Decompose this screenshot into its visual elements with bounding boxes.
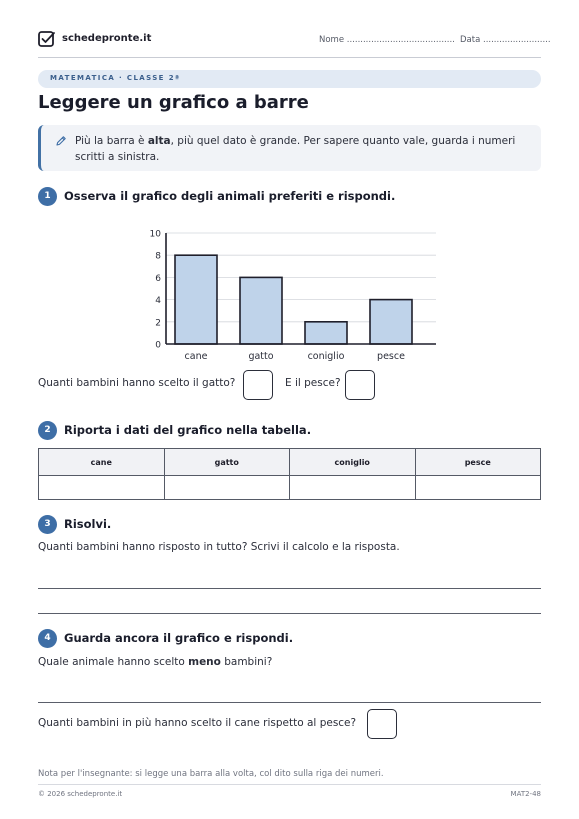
question-2-title: Riporta i dati del grafico nella tabella. — [64, 423, 312, 437]
question-1-badge: 1 — [38, 187, 57, 206]
pencil-icon — [55, 135, 67, 147]
brand-name: schedepronte.it — [62, 33, 152, 44]
bar-chart — [140, 224, 440, 366]
table-answer-cell[interactable] — [164, 476, 290, 500]
tip-box — [38, 125, 541, 171]
answer-box-difference[interactable] — [367, 709, 397, 739]
bar-cane — [175, 255, 217, 344]
question-1a-text: Quanti bambini hanno scelto il gatto? — [38, 377, 236, 389]
question-4-badge: 4 — [38, 629, 57, 648]
footer-code: MAT2-48 — [510, 790, 541, 798]
table-header-cell: coniglio — [290, 449, 416, 476]
table-answer-cell[interactable] — [415, 476, 541, 500]
data-table — [38, 448, 541, 500]
question-3-badge: 3 — [38, 515, 57, 534]
y-tick-label: 8 — [155, 251, 161, 262]
subject-pill — [38, 70, 541, 88]
question-3-text: Quanti bambini hanno risposto in tutto? Scrivi il calcolo e la risposta. — [38, 541, 400, 553]
question-4a-text: Quale animale hanno scelto meno bambini? — [38, 656, 273, 668]
answer-line[interactable] — [38, 588, 541, 589]
teacher-note: Nota per l'insegnante: si legge una barra alla volta, col dito sulla riga dei numeri. — [38, 769, 384, 779]
y-tick-label: 4 — [155, 296, 161, 307]
table-header-row — [39, 449, 541, 476]
x-tick-label: coniglio — [307, 351, 345, 362]
table-header-cell: gatto — [164, 449, 290, 476]
name-field[interactable]: Nome ........................................ — [319, 35, 455, 45]
y-tick-label: 10 — [149, 229, 161, 240]
bar-gatto — [240, 277, 282, 344]
table-header-cell: cane — [39, 449, 165, 476]
bar-pesce — [370, 300, 412, 344]
tip-text: Più la barra è alta, più quel dato è grande. Per sapere quanto vale, guarda i numeri scritti a sinistra. — [75, 135, 516, 163]
x-tick-label: cane — [184, 351, 208, 362]
x-tick-label: gatto — [248, 351, 274, 362]
y-tick-label: 2 — [155, 318, 161, 329]
footer-copyright: © 2026 schedepronte.it — [38, 790, 123, 798]
y-tick-label: 0 — [155, 340, 161, 351]
y-tick-label: 6 — [155, 273, 161, 284]
tip-bold-word: alta — [147, 135, 171, 147]
footer-divider — [38, 784, 541, 785]
page-title: Leggere un grafico a barre — [38, 92, 309, 113]
question-1-title: Osserva il grafico degli animali preferiti e rispondi. — [64, 189, 396, 203]
question-1b-text: E il pesce? — [285, 377, 341, 389]
table-answer-cell[interactable] — [290, 476, 416, 500]
date-field[interactable]: Data ......................... — [460, 35, 551, 45]
page-header — [38, 30, 551, 58]
answer-line[interactable] — [38, 613, 541, 614]
answer-box-gatto[interactable] — [243, 370, 273, 400]
checkbox-logo-icon — [38, 30, 56, 48]
question-2-badge: 2 — [38, 421, 57, 440]
subject-label: MATEMATICA · CLASSE 2ª — [50, 74, 181, 82]
x-tick-label: pesce — [377, 351, 405, 362]
table-header-cell: pesce — [415, 449, 541, 476]
question-4b-text: Quanti bambini in più hanno scelto il cane rispetto al pesce? — [38, 717, 357, 729]
question-4-title: Guarda ancora il grafico e rispondi. — [64, 631, 294, 645]
answer-line[interactable] — [38, 702, 541, 703]
question-3-title: Risolvi. — [64, 517, 112, 531]
question-4a-bold-word: meno — [188, 656, 221, 668]
table-answer-cell[interactable] — [39, 476, 165, 500]
answer-box-pesce[interactable] — [345, 370, 375, 400]
table-row — [39, 476, 541, 500]
bar-coniglio — [305, 322, 347, 344]
